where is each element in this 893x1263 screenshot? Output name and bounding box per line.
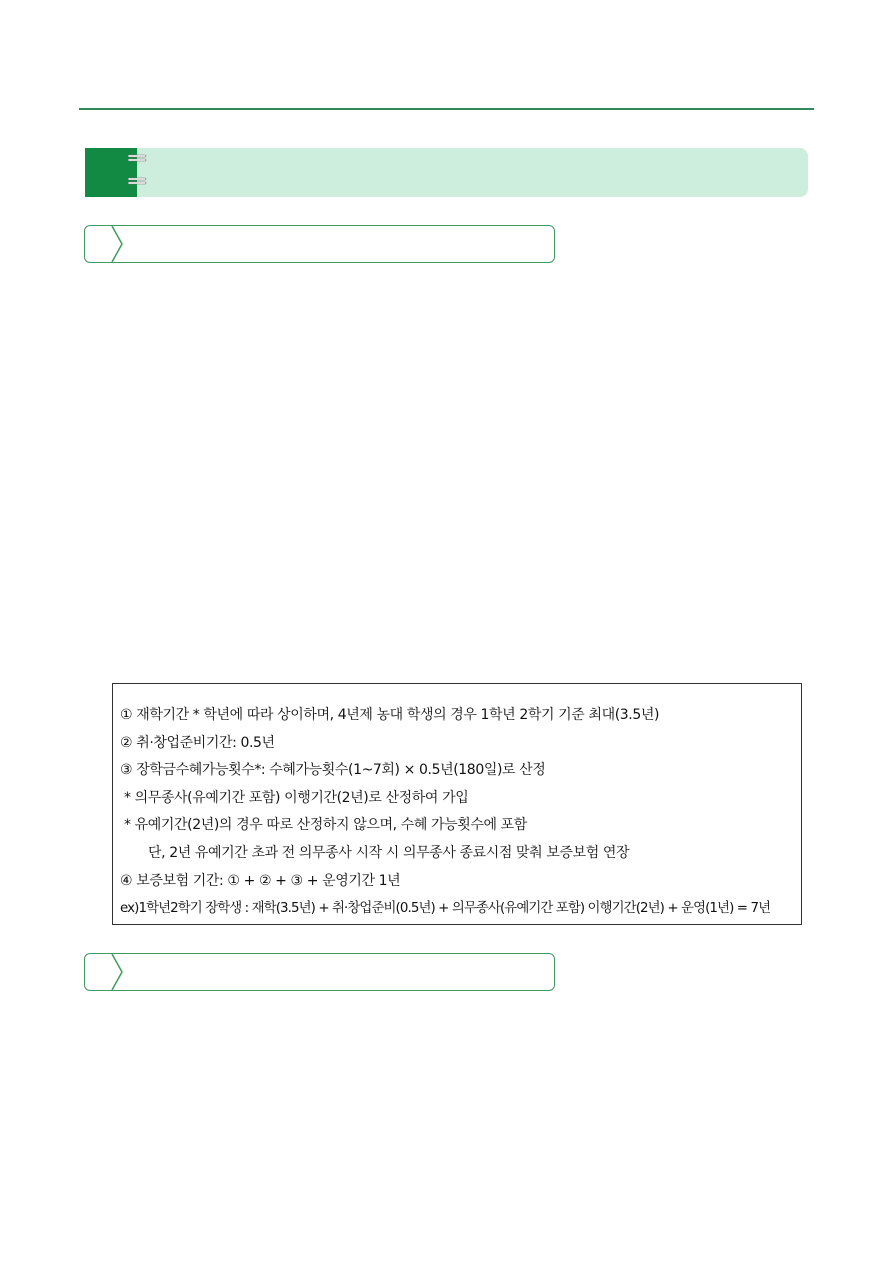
info-line-insurance-period: ④ 보증보험 기간: ① + ② + ③ + 운영기간 1년 [120, 872, 401, 889]
info-line-note-extension: 단, 2년 유예기간 초과 전 의무종사 시작 시 의무종사 종료시점 맞춰 보증보험 연장 [148, 844, 630, 861]
section-banner [85, 148, 808, 197]
top-divider [79, 108, 814, 110]
info-line-note-grace-period: * 유예기간(2년)의 경우 따로 산정하지 않으며, 수혜 가능횟수에 포함 [124, 817, 527, 834]
guarantee-insurance-info-box [112, 683, 802, 925]
info-line-job-prep-period: ② 취·창업준비기간: 0.5년 [120, 734, 275, 751]
info-line-note-service-period: * 의무종사(유예기간 포함) 이행기간(2년)로 산정하여 가입 [124, 789, 469, 806]
chevron-right-icon [109, 954, 125, 990]
info-line-example: ex)1학년2학기 장학생 : 재학(3.5년) + 취·창업준비(0.5년) + 의무종사(유예기간 포함) 이행기간(2년) + 운영(1년) = 7년 [120, 901, 771, 917]
binder-ring-icon [127, 177, 149, 186]
chevron-right-icon [109, 226, 125, 262]
subsection-heading-box [84, 953, 555, 991]
binder-ring-icon [127, 154, 149, 163]
info-line-scholarship-count: ③ 장학금수혜가능횟수*: 수혜가능횟수(1~7회) × 0.5년(180일)로 산정 [120, 762, 546, 779]
info-line-enrollment-period: ① 재학기간 * 학년에 따라 상이하며, 4년제 농대 학생의 경우 1학년 2학기 기준 최대(3.5년) [120, 707, 660, 723]
subsection-heading-box [84, 225, 555, 263]
